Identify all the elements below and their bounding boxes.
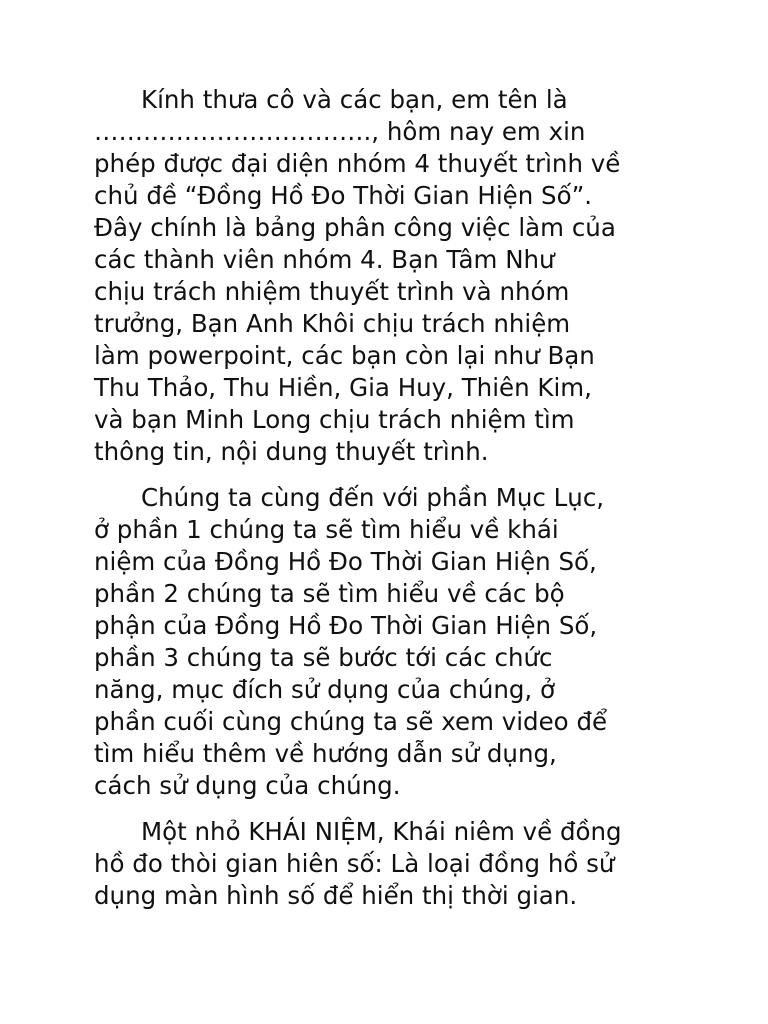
text-line: cách sử dụng của chúng. — [94, 771, 401, 800]
text-line: Đây chính là bảng phân công việc làm của — [94, 213, 616, 242]
text-line: dụng màn hình số để hiển thị thời gian. — [94, 881, 578, 910]
text-line: phần 3 chúng ta sẽ bước tới các chức — [94, 643, 553, 672]
text-line: Thu Thảo, Thu Hiền, Gia Huy, Thiên Kim, — [94, 373, 592, 402]
text-line: làm powerpoint, các bạn còn lại như Bạn — [94, 341, 595, 370]
text-line: ……………………………., hôm nay em xin — [94, 117, 586, 146]
document-body — [94, 84, 684, 926]
text-line: Kính thưa cô và các bạn, em tên là — [141, 85, 568, 114]
text-line: niệm của Đồng Hồ Đo Thời Gian Hiện Số, — [94, 547, 597, 576]
text-line: trưởng, Bạn Anh Khôi chịu trách nhiệm — [94, 309, 571, 338]
text-line: phần 2 chúng ta sẽ tìm hiểu về các bộ — [94, 579, 565, 608]
text-line: các thành viên nhóm 4. Bạn Tâm Như — [94, 245, 555, 274]
text-line: hồ đo thòi gian hiên số: Là loại đồng hồ sử — [94, 849, 615, 878]
text-line: phận của Đồng Hồ Đo Thời Gian Hiện Số, — [94, 611, 598, 640]
text-line: phần cuối cùng chúng ta sẽ xem video để — [94, 707, 608, 736]
paragraph-table-of-contents — [94, 482, 684, 802]
text-line: ở phần 1 chúng ta sẽ tìm hiểu về khái — [94, 515, 559, 544]
text-line: Chúng ta cùng đến với phần Mục Lục, — [141, 483, 605, 512]
text-line: phép được đại diện nhóm 4 thuyết trình về — [94, 149, 621, 178]
text-line: và bạn Minh Long chịu trách nhiệm tìm — [94, 405, 575, 434]
text-line: tìm hiểu thêm về hướng dẫn sử dụng, — [94, 739, 557, 768]
text-line: chủ đề “Đồng Hồ Đo Thời Gian Hiện Số”. — [94, 181, 593, 210]
text-line: Một nhỏ KHÁI NIỆM, Khái niêm về đồng — [141, 817, 622, 846]
text-line: chịu trách nhiệm thuyết trình và nhóm — [94, 277, 570, 306]
text-line: thông tin, nội dung thuyết trình. — [94, 437, 489, 466]
paragraph-concept — [94, 816, 684, 912]
text-line: năng, mục đích sử dụng của chúng, ở — [94, 675, 555, 704]
paragraph-introduction — [94, 84, 684, 468]
